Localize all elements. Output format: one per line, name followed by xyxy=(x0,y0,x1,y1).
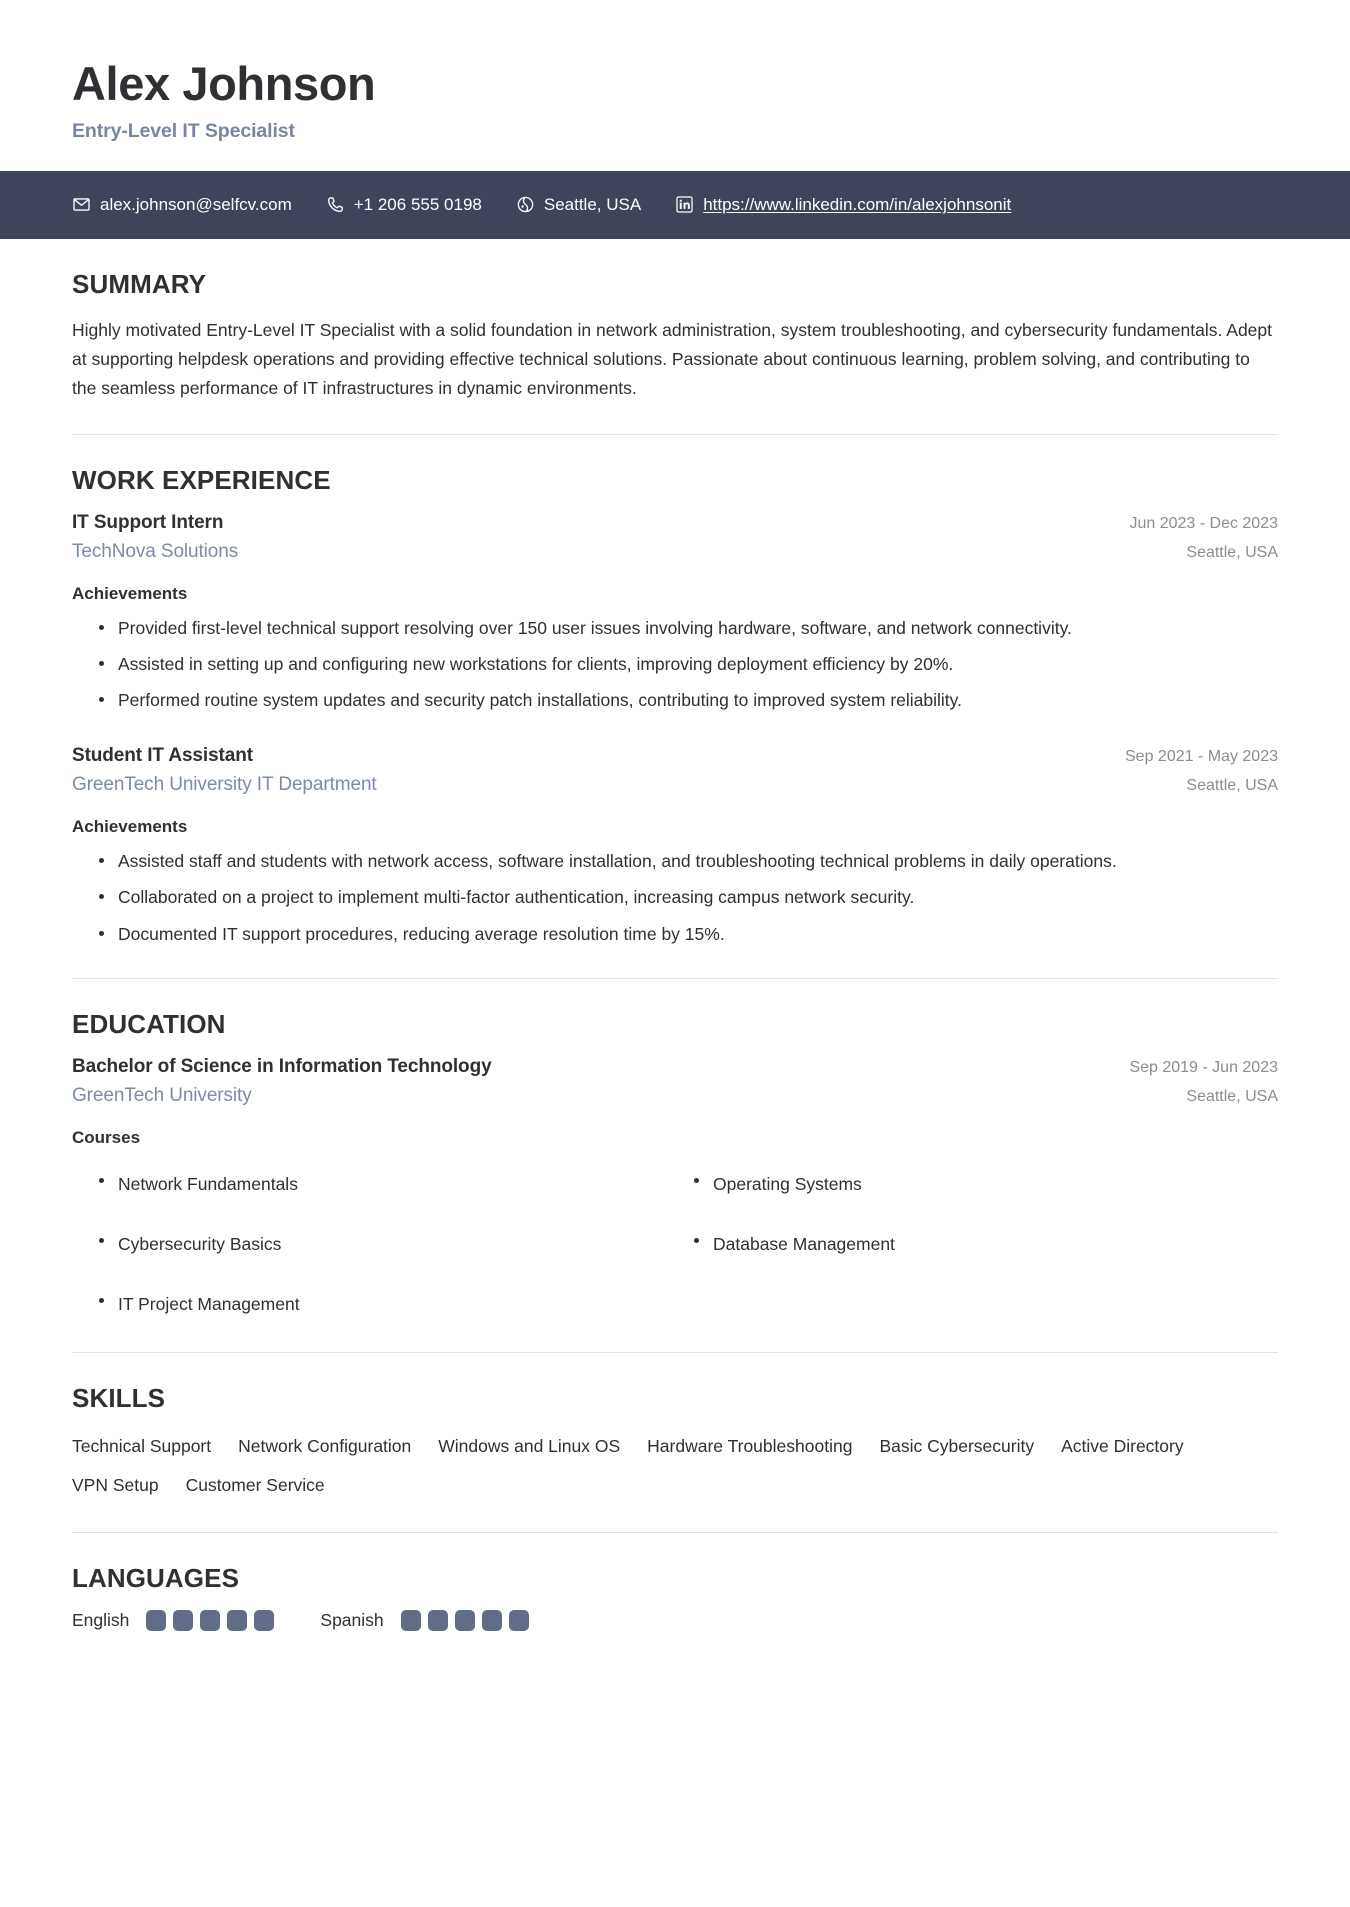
education-courses-extra xyxy=(72,1280,1278,1322)
education-entry-bottom-row xyxy=(72,1078,1278,1107)
language-name: English xyxy=(72,1609,130,1630)
work-entry xyxy=(72,512,1278,715)
language-entry-english xyxy=(72,1610,274,1631)
education-entry-location: Seattle, USA xyxy=(1186,1087,1278,1105)
work-entry-bottom-row xyxy=(72,534,1278,563)
languages-list xyxy=(72,1610,1278,1631)
candidate-job-title: Entry-Level IT Specialist xyxy=(72,119,295,142)
contact-phone-text: +1 206 555 0198 xyxy=(353,195,482,215)
education-heading: EDUCATION xyxy=(72,1008,226,1039)
contact-email[interactable] xyxy=(72,195,292,214)
work-entry-organization: GreenTech University IT Department xyxy=(72,773,377,795)
work-entry-achievements-list xyxy=(72,614,1278,715)
work-entry-top-row xyxy=(72,745,1278,767)
phone-icon xyxy=(326,195,345,214)
language-entry-spanish xyxy=(320,1610,528,1631)
language-level-dot xyxy=(482,1610,502,1631)
work-entry-achievements-list xyxy=(72,847,1278,948)
contact-location xyxy=(516,195,641,214)
skills-heading: SKILLS xyxy=(72,1382,166,1413)
language-level-dot xyxy=(455,1610,475,1631)
list-item: Cybersecurity Basics xyxy=(118,1220,683,1280)
list-item: Collaborated on a project to implement multi-factor authentication, increasing campus network security. xyxy=(118,883,1278,911)
skill-tag: Network Configuration xyxy=(238,1435,412,1456)
skill-tag: Basic Cybersecurity xyxy=(879,1435,1035,1456)
contact-linkedin-link[interactable]: https://www.linkedin.com/in/alexjohnsonit xyxy=(703,195,1012,215)
education-entry xyxy=(72,1056,1278,1322)
language-level-dot xyxy=(254,1610,274,1631)
list-item: Database Management xyxy=(713,1220,1278,1280)
list-item: Network Fundamentals xyxy=(118,1160,683,1220)
contact-location-text: Seattle, USA xyxy=(543,195,642,215)
contact-bar xyxy=(0,171,1350,239)
skill-tag: VPN Setup xyxy=(72,1475,159,1496)
list-item: Assisted staff and students with network access, software installation, and troubleshooting technical problems in daily operations. xyxy=(118,847,1278,875)
language-level-dot xyxy=(509,1610,529,1631)
education-entry-degree: Bachelor of Science in Information Technology xyxy=(72,1055,492,1077)
work-entry-top-row xyxy=(72,512,1278,534)
language-name: Spanish xyxy=(320,1609,384,1630)
work-entry-location: Seattle, USA xyxy=(1186,776,1278,794)
work-entry-date: Jun 2023 - Dec 2023 xyxy=(1129,514,1278,532)
skill-tag: Active Directory xyxy=(1061,1435,1184,1456)
section-work-experience xyxy=(72,434,1278,948)
work-entry-date: Sep 2021 - May 2023 xyxy=(1125,747,1278,765)
list-item: Documented IT support procedures, reducing average resolution time by 15%. xyxy=(118,920,1278,948)
contact-linkedin[interactable] xyxy=(675,195,1011,214)
contact-email-text: alex.johnson@selfcv.com xyxy=(100,195,292,215)
work-heading: WORK EXPERIENCE xyxy=(72,464,331,495)
language-level-dot xyxy=(401,1610,421,1631)
work-entry-organization: TechNova Solutions xyxy=(72,540,239,562)
contact-phone[interactable] xyxy=(326,195,482,214)
section-languages xyxy=(72,1532,1278,1631)
languages-heading: LANGUAGES xyxy=(72,1562,240,1593)
education-entry-top-row xyxy=(72,1056,1278,1078)
page-bottom-spacer xyxy=(72,1631,1278,1751)
skill-tag: Technical Support xyxy=(72,1435,212,1456)
skill-tag: Customer Service xyxy=(185,1475,325,1496)
list-item: Performed routine system updates and security patch installations, contributing to improved system reliability. xyxy=(118,686,1278,714)
candidate-name: Alex Johnson xyxy=(72,57,376,110)
list-item: Provided first-level technical support resolving over 150 user issues involving hardware, software, and network connectivity. xyxy=(118,614,1278,642)
language-level-meter xyxy=(146,1610,274,1631)
work-entry-title: Student IT Assistant xyxy=(72,744,253,766)
education-entry-school: GreenTech University xyxy=(72,1084,252,1106)
globe-icon xyxy=(516,195,535,214)
section-education xyxy=(72,978,1278,1322)
language-level-dot xyxy=(173,1610,193,1631)
summary-text: Highly motivated Entry-Level IT Specialist with a solid foundation in network administration, system troubleshooting, and cybersecurity fundamentals. Adept at supporting helpdesk operations and providing effective technical solutions. Passionate about continuous learning, problem solving, and contributing to the seamless performance of IT infrastructures in dynamic environments. xyxy=(72,319,1273,399)
linkedin-icon xyxy=(675,195,694,214)
section-summary xyxy=(72,239,1278,404)
resume-body xyxy=(0,239,1350,1751)
section-skills xyxy=(72,1352,1278,1502)
education-courses-label: Courses xyxy=(72,1127,141,1147)
work-entry-location: Seattle, USA xyxy=(1186,543,1278,561)
work-entry xyxy=(72,745,1278,948)
skill-tag: Windows and Linux OS xyxy=(438,1435,621,1456)
envelope-icon xyxy=(72,195,91,214)
work-entry-bottom-row xyxy=(72,767,1278,796)
list-item: Assisted in setting up and configuring new workstations for clients, improving deployment efficiency by 20%. xyxy=(118,650,1278,678)
language-level-dot xyxy=(146,1610,166,1631)
resume-header xyxy=(0,0,1350,143)
work-entry-achievements-label: Achievements xyxy=(72,583,188,603)
language-level-meter xyxy=(401,1610,529,1631)
list-item: Operating Systems xyxy=(713,1160,1278,1220)
skill-tag: Hardware Troubleshooting xyxy=(647,1435,853,1456)
skills-list xyxy=(72,1430,1278,1502)
language-level-dot xyxy=(200,1610,220,1631)
work-entry-achievements-label: Achievements xyxy=(72,816,188,836)
education-courses-grid xyxy=(72,1160,1278,1280)
work-entry-title: IT Support Intern xyxy=(72,511,224,533)
education-entry-date: Sep 2019 - Jun 2023 xyxy=(1129,1058,1278,1076)
language-level-dot xyxy=(428,1610,448,1631)
summary-heading: SUMMARY xyxy=(72,268,207,299)
list-item: IT Project Management xyxy=(118,1280,1278,1322)
language-level-dot xyxy=(227,1610,247,1631)
